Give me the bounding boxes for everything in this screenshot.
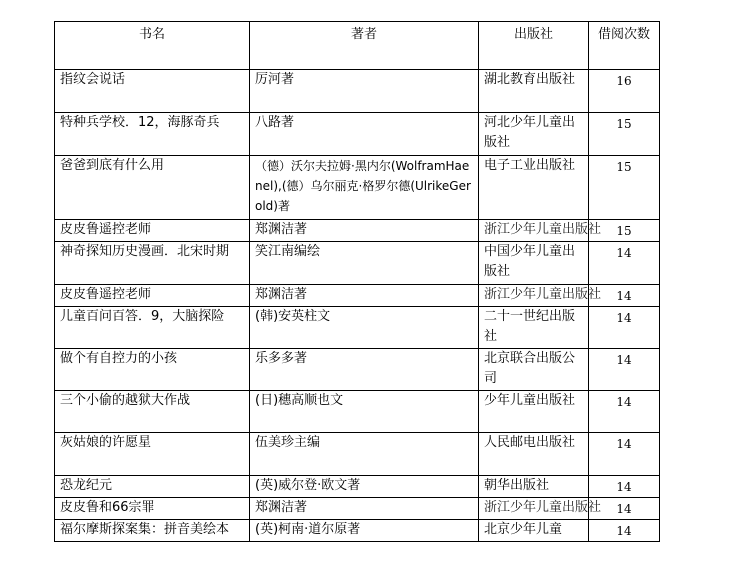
cell-loan-count: 15: [589, 113, 660, 156]
cell-author: 伍美珍主编: [250, 433, 479, 476]
cell-loan-count: 14: [589, 285, 660, 307]
cell-publisher: 少年儿童出版社: [479, 391, 589, 433]
cell-loan-count: 15: [589, 220, 660, 242]
cell-loan-count: 14: [589, 307, 660, 349]
table-row: [55, 349, 660, 391]
cell-publisher: 电子工业出版社: [479, 156, 589, 220]
book-loan-table: [54, 21, 660, 542]
cell-author: 笑江南编绘: [250, 242, 479, 285]
table-header-row: [55, 22, 660, 70]
cell-author: 八路著: [250, 113, 479, 156]
cell-loan-count: 14: [589, 391, 660, 433]
cell-author: 乐多多著: [250, 349, 479, 391]
table-row: [55, 520, 660, 542]
cell-title: 指纹会说话: [55, 70, 250, 113]
table-row: [55, 156, 660, 220]
table-row: [55, 285, 660, 307]
table-row: [55, 498, 660, 520]
cell-publisher: 中国少年儿童出版社: [479, 242, 589, 285]
table-row: [55, 220, 660, 242]
table-row: [55, 476, 660, 498]
column-header-title: 书名: [55, 22, 250, 70]
cell-loan-count: 14: [589, 476, 660, 498]
cell-title: 特种兵学校．12，海豚奇兵: [55, 113, 250, 156]
cell-publisher: 北京联合出版公司: [479, 349, 589, 391]
cell-title: 恐龙纪元: [55, 476, 250, 498]
table-row: [55, 70, 660, 113]
table-row: [55, 307, 660, 349]
cell-loan-count: 14: [589, 433, 660, 476]
cell-publisher: 北京少年儿童: [479, 520, 589, 542]
cell-loan-count: 14: [589, 242, 660, 285]
column-header-loan-count: 借阅次数: [589, 22, 660, 70]
cell-author: （德）沃尔夫拉姆·黑内尔(WolframHaenel),(德）乌尔丽克·格罗尔德(UlrikeGerold)著: [250, 156, 479, 220]
table-row: [55, 433, 660, 476]
cell-title: 三个小偷的越狱大作战: [55, 391, 250, 433]
cell-title: 灰姑娘的许愿星: [55, 433, 250, 476]
table-row: [55, 242, 660, 285]
cell-title: 儿童百问百答．9，大脑探险: [55, 307, 250, 349]
cell-title: 做个有自控力的小孩: [55, 349, 250, 391]
cell-author: 厉河著: [250, 70, 479, 113]
cell-publisher: 人民邮电出版社: [479, 433, 589, 476]
cell-title: 皮皮鲁和66宗罪: [55, 498, 250, 520]
cell-author: (日)穗高顺也文: [250, 391, 479, 433]
cell-author: 郑渊洁著: [250, 285, 479, 307]
cell-publisher: 河北少年儿童出版社: [479, 113, 589, 156]
cell-title: 福尔摩斯探案集：拼音美绘本: [55, 520, 250, 542]
cell-author: (韩)安英柱文: [250, 307, 479, 349]
cell-title: 皮皮鲁遥控老师: [55, 285, 250, 307]
cell-publisher: 浙江少年儿童出版社: [479, 498, 589, 520]
cell-loan-count: 14: [589, 498, 660, 520]
cell-title: 神奇探知历史漫画．北宋时期: [55, 242, 250, 285]
cell-loan-count: 15: [589, 156, 660, 220]
cell-title: 皮皮鲁遥控老师: [55, 220, 250, 242]
column-header-author: 著者: [250, 22, 479, 70]
cell-title: 爸爸到底有什么用: [55, 156, 250, 220]
table-row: [55, 391, 660, 433]
cell-author: (英)威尔登·欧文著: [250, 476, 479, 498]
cell-publisher: 二十一世纪出版社: [479, 307, 589, 349]
cell-publisher: 朝华出版社: [479, 476, 589, 498]
cell-author: 郑渊洁著: [250, 498, 479, 520]
cell-loan-count: 14: [589, 520, 660, 542]
cell-loan-count: 14: [589, 349, 660, 391]
cell-author: 郑渊洁著: [250, 220, 479, 242]
cell-loan-count: 16: [589, 70, 660, 113]
table-row: [55, 113, 660, 156]
column-header-publisher: 出版社: [479, 22, 589, 70]
cell-publisher: 浙江少年儿童出版社: [479, 285, 589, 307]
cell-author: (英)柯南·道尔原著: [250, 520, 479, 542]
cell-publisher: 浙江少年儿童出版社: [479, 220, 589, 242]
cell-publisher: 湖北教育出版社: [479, 70, 589, 113]
